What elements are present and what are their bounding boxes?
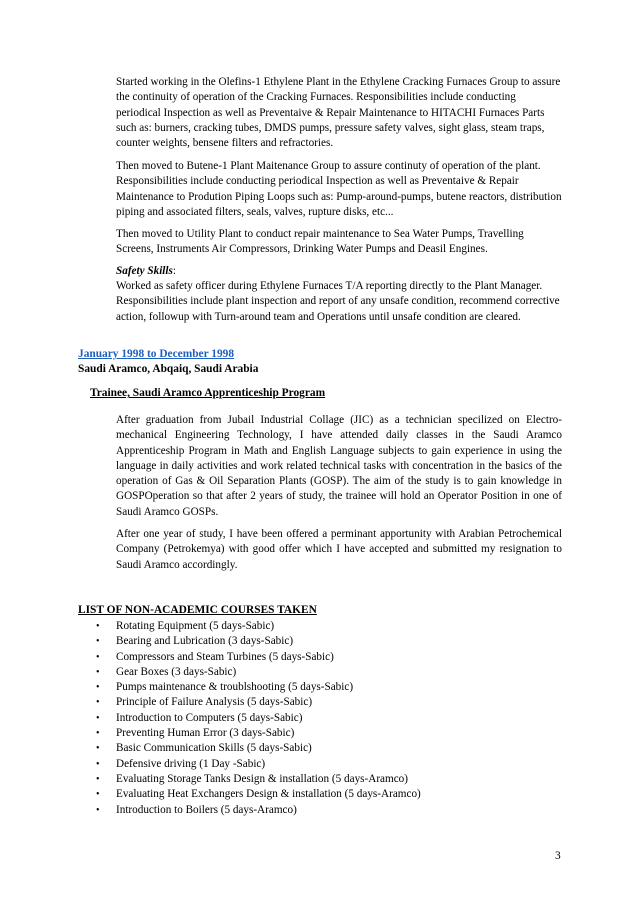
safety-skills-heading bbox=[116, 264, 562, 279]
course-item-text: Compressors and Steam Turbines (5 days-Sabic) bbox=[116, 650, 334, 663]
course-item-text: Gear Boxes (3 days-Sabic) bbox=[116, 665, 237, 678]
bullet-icon: • bbox=[96, 666, 100, 678]
bullet-icon: • bbox=[96, 682, 100, 694]
aramco-paragraph-2: After one year of study, I have been offered a perminant apportunity with Arabian Petrochemical Company (Petrokemya) with good offer which I have accepted and submitted my resignation to Saudi Aramco accordingly. bbox=[116, 528, 562, 571]
course-item bbox=[96, 650, 421, 665]
aramco-date-range[interactable]: January 1998 to December 1998 bbox=[78, 348, 235, 360]
bullet-icon: • bbox=[96, 651, 100, 663]
courses-heading: LIST OF NON-ACADEMIC COURSES TAKEN bbox=[78, 604, 317, 616]
course-item-text: Principle of Failure Analysis (5 days-Sabic) bbox=[116, 696, 313, 709]
safety-paragraph: Worked as safety officer during Ethylene Furnaces T/A reporting directly to the Plant Manager. Responsibilities include plant inspection and report of any unsafe condition, recommend corrective action, followup with Turn-around team and Operations until unsafe condition are cleared. bbox=[116, 280, 560, 323]
aramco-paragraph-1: After graduation from Jubail Industrial Collage (JIC) as a technician specilized on Electro-mechanical Engineering Technology, I have attended daily classes in the Saudi Aramco Apprenticeship Program in Math and English Language subjects to gain experience in using the language in daily activities and work related technical tasks with concentration in the basics of the operation of Gas & Oil Separation Plants (GOSP). The aim of the study is to gain knowledge in GOSPOperation so that after 2 years of study, the trainee will hold an Operator Position in one of Saudi Aramco GOSPs. bbox=[116, 414, 562, 518]
butene-paragraph: Then moved to Butene-1 Plant Maitenance Group to assure continuty of operation of the plant. Responsibilities include conducting periodical Inspection as well as Preventaive & Repair Maintenance to Prodution Piping Loops such as: Pump-around-pumps, butene reactors, distribution piping and associated filters, seals, valves, rupture disks, etc... bbox=[116, 160, 562, 218]
bullet-icon: • bbox=[96, 636, 100, 648]
bullet-icon: • bbox=[96, 728, 100, 740]
aramco-employer: Saudi Aramco, Abqaiq, Saudi Arabia bbox=[78, 363, 259, 375]
safety-skills-colon: : bbox=[172, 265, 176, 277]
safety-skills-label: Safety Skills bbox=[116, 265, 173, 277]
olefins-paragraph: Started working in the Olefins-1 Ethylene Plant in the Ethylene Cracking Furnaces Group to assure the continuity of operation of the Cracking Furnaces. Responsibilities include conducting periodical Inspection as well as Preventaive & Repair Maintenance to HITACHI Furnaces Parts such as: burners, cracking tubes, DMDS pumps, pressure safety valves, sight glass, steam traps, counter weights, bensene filters and refractories. bbox=[116, 76, 561, 150]
course-item-text: Basic Communication Skills (5 days-Sabic) bbox=[116, 742, 312, 755]
bullet-icon: • bbox=[96, 621, 100, 632]
courses-list bbox=[96, 619, 421, 818]
utility-paragraph: Then moved to Utility Plant to conduct repair maintenance to Sea Water Pumps, Travelling Screens, Instruments Air Compressors, Drinking Water Pumps and Deasil Engines. bbox=[116, 228, 524, 256]
course-item-text: Bearing and Lubrication (3 days-Sabic) bbox=[116, 635, 294, 648]
course-item bbox=[96, 680, 421, 695]
course-item bbox=[96, 803, 421, 818]
aramco-job-title: Trainee, Saudi Aramco Apprenticeship Program bbox=[90, 387, 326, 399]
course-item bbox=[96, 741, 421, 756]
course-item-text: Introduction to Computers (5 days-Sabic) bbox=[116, 711, 303, 724]
course-item-text: Preventing Human Error (3 days-Sabic) bbox=[116, 727, 295, 740]
course-item-text: Rotating Equipment (5 days-Sabic) bbox=[116, 620, 275, 632]
course-item bbox=[96, 695, 421, 710]
course-item-text: Evaluating Storage Tanks Design & installation (5 days-Aramco) bbox=[116, 772, 408, 785]
course-item bbox=[96, 711, 421, 726]
bullet-icon: • bbox=[96, 773, 100, 785]
course-item bbox=[96, 757, 421, 772]
bullet-icon: • bbox=[96, 743, 100, 755]
course-item bbox=[96, 634, 421, 649]
bullet-icon: • bbox=[96, 804, 100, 816]
course-item bbox=[96, 787, 421, 802]
course-item bbox=[96, 665, 421, 680]
course-item-text: Introduction to Boilers (5 days-Aramco) bbox=[116, 803, 297, 816]
course-item bbox=[96, 726, 421, 741]
course-item bbox=[96, 772, 421, 787]
course-item-text: Defensive driving (1 Day -Sabic) bbox=[116, 757, 266, 770]
bullet-icon: • bbox=[96, 712, 100, 724]
course-item-text: Pumps maintenance & troublshooting (5 days-Sabic) bbox=[116, 681, 354, 694]
bullet-icon: • bbox=[96, 789, 100, 801]
bullet-icon: • bbox=[96, 697, 100, 709]
bullet-icon: • bbox=[96, 758, 100, 770]
course-item bbox=[96, 619, 421, 634]
course-item-text: Evaluating Heat Exchangers Design & installation (5 days-Aramco) bbox=[116, 788, 421, 801]
page-number: 3 bbox=[555, 850, 561, 862]
